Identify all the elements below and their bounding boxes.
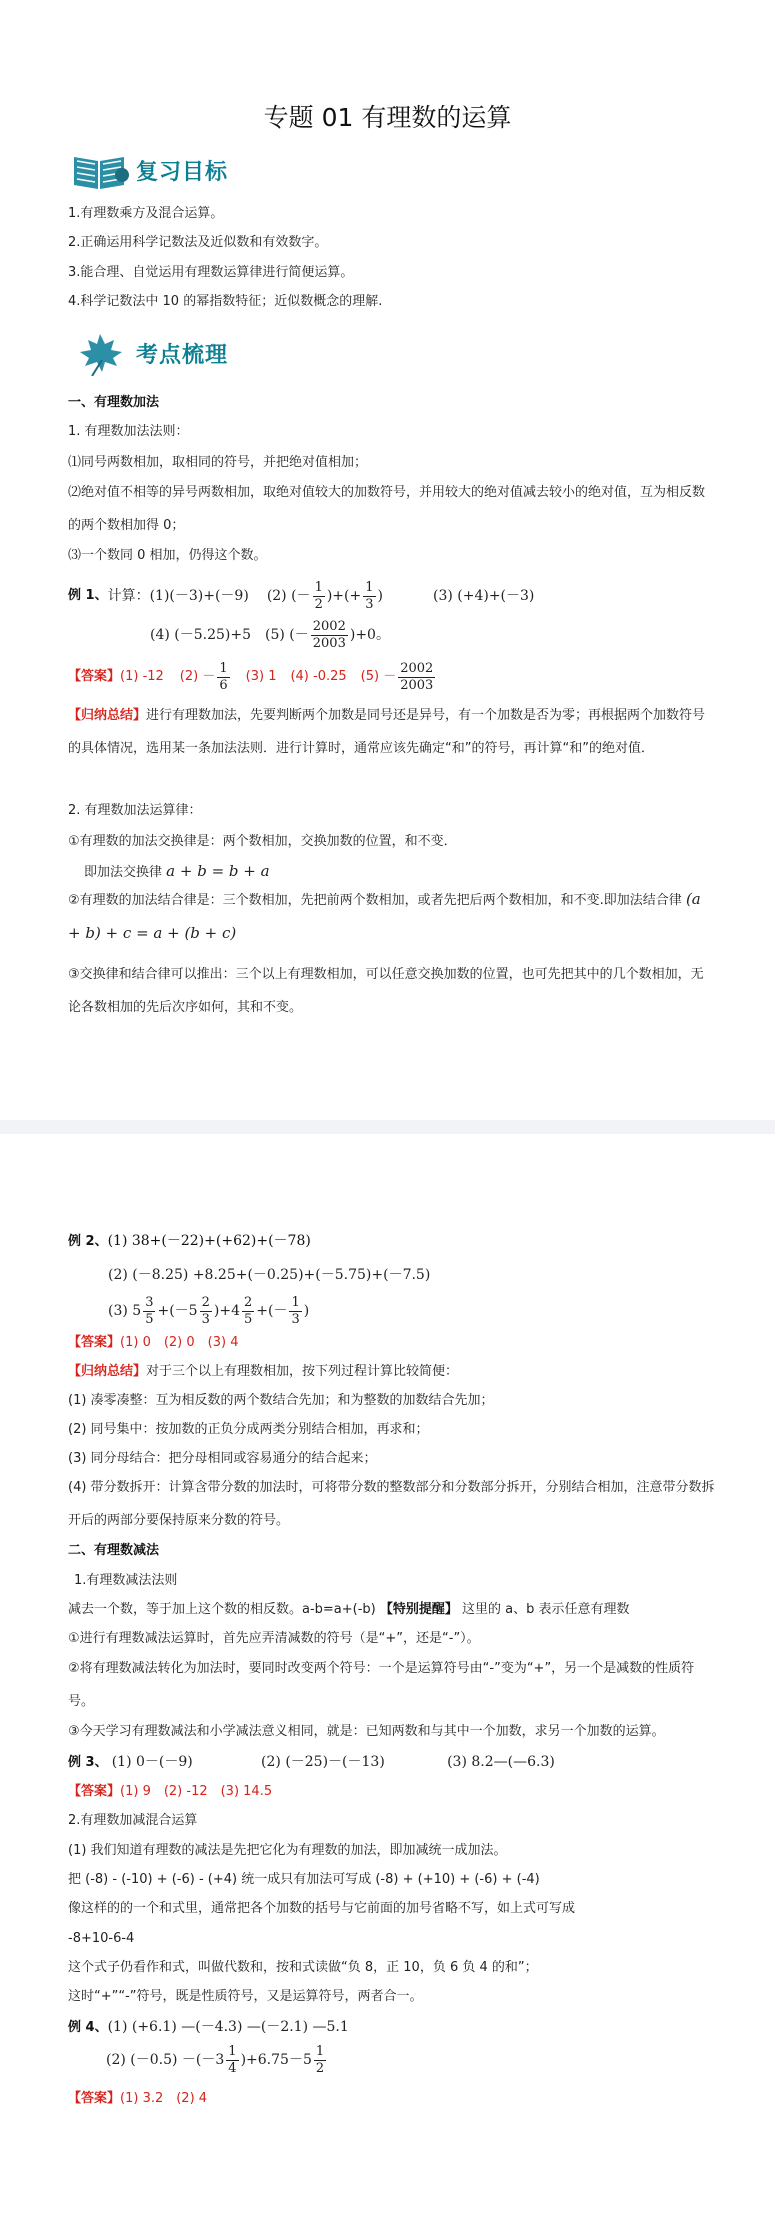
law-1: ①有理数的加法交换律是：两个数相加，交换加数的位置，和不变． bbox=[68, 834, 457, 849]
answer-text: (1) 0 (2) 0 (3) 4 bbox=[120, 1335, 239, 1350]
example-part: (1) (+6.1) —(－4.3) —(－2.1) —5.1 bbox=[107, 2019, 349, 2035]
example-part: +(－5 bbox=[157, 1303, 198, 1319]
banner-title: 复习目标 bbox=[136, 158, 229, 185]
mix-title: 2.有理数加减混合运算 bbox=[68, 1813, 198, 1828]
mix-3: 像这样的的一个和式里，通常把各个加数的括号与它前面的加号省略不写，如上式可写成 bbox=[68, 1901, 576, 1916]
answer-2 bbox=[68, 1332, 715, 1354]
goal-1: 1.有理数乘方及混合运算。 bbox=[68, 206, 224, 221]
example-part: (2) (－ bbox=[266, 588, 311, 604]
answer-part: (5) － bbox=[360, 669, 397, 684]
example-2-row-1 bbox=[68, 1230, 715, 1253]
mix-4: -8+10-6-4 bbox=[68, 1931, 135, 1946]
document-title: 专题 01 有理数的运算 bbox=[263, 103, 512, 132]
example-2-row-2 bbox=[108, 1264, 715, 1287]
mix-5: 这个式子仍看作和式，叫做代数和，按和式读做“负 8，正 10，负 6 负 4 的和”； bbox=[68, 1960, 538, 1975]
mix-1: (1) 我们知道有理数的减法是先把它化为有理数的加法，即加减统一成加法。 bbox=[68, 1843, 507, 1858]
rule-title: 1. 有理数加法法则： bbox=[68, 424, 189, 439]
example-part: )+(+ bbox=[326, 588, 362, 604]
example-part: ) bbox=[303, 1303, 310, 1319]
answer-1 bbox=[68, 656, 715, 698]
example-1-row-2 bbox=[150, 614, 715, 656]
tip-3: (3) 同分母结合：把分母相同或容易通分的结合起来； bbox=[68, 1451, 377, 1466]
example-label: 例 2、 bbox=[68, 1234, 108, 1249]
answer-part: (3) 1 bbox=[245, 669, 277, 684]
law-1-formula-row bbox=[84, 860, 715, 884]
sub-rule-title: 1.有理数减法法则 bbox=[74, 1573, 178, 1588]
example-part: (2) (－25)－(－13) bbox=[261, 1754, 385, 1770]
summary-label: 【归纳总结】 bbox=[68, 708, 147, 723]
mix-6: 这时“+”“-”符号，既是性质符号，又是运算符号，两者合一。 bbox=[68, 1989, 423, 2004]
fraction: $\frac{2002}{2003}$ bbox=[400, 660, 434, 693]
example-2-row-3 bbox=[108, 1290, 715, 1332]
fraction: $\frac{1}{4}$ bbox=[228, 2043, 237, 2076]
example-part: (5) (－ bbox=[265, 627, 309, 643]
example-part: (3) (+4)+(－3) bbox=[432, 588, 535, 604]
goal-4: 4.科学记数法中 10 的幂指数特征；近似数概念的理解. bbox=[68, 294, 383, 309]
review-goals-banner bbox=[70, 145, 228, 195]
fraction: $\frac{1}{6}$ bbox=[219, 660, 228, 693]
answer-3 bbox=[68, 1781, 715, 1803]
fraction: $\frac{3}{5}$ bbox=[145, 1294, 154, 1327]
fraction: $\frac{1}{2}$ bbox=[315, 2043, 325, 2076]
formula: a + b = b + a bbox=[166, 862, 270, 880]
example-label: 例 1、 bbox=[68, 588, 108, 603]
example-part: (2) (－0.5) －(－3 bbox=[106, 2052, 225, 2068]
summary-2 bbox=[68, 1361, 715, 1383]
rule-1: ⑴同号两数相加，取相同的符号，并把绝对值相加； bbox=[68, 455, 368, 470]
key-points-banner bbox=[70, 328, 228, 378]
fraction: $\frac{2002}{2003}$ bbox=[312, 618, 346, 651]
sub-definition bbox=[68, 1599, 715, 1621]
special-reminder-label: 【特别提醒】 bbox=[379, 1602, 458, 1617]
banner-title: 考点梳理 bbox=[136, 341, 229, 368]
fraction: $\frac{1}{2}$ bbox=[314, 579, 323, 612]
example-part: )+0。 bbox=[349, 627, 390, 643]
law-title: 2. 有理数加法运算律： bbox=[68, 803, 202, 818]
summary-text: 对于三个以上有理数相加，按下列过程计算比较简便： bbox=[146, 1364, 459, 1379]
page-2 bbox=[0, 1134, 775, 2222]
answer-part: (4) -0.25 bbox=[290, 669, 347, 684]
law-3: ③交换律和结合律可以推出：三个以上有理数相加，可以任意交换加数的位置，也可先把其中的几个数相加，无论各数相加的先后次序如何，其和不变。 bbox=[68, 967, 704, 1015]
fraction: $\frac{1}{3}$ bbox=[365, 579, 374, 612]
book-icon bbox=[70, 147, 132, 193]
fraction: $\frac{2}{5}$ bbox=[243, 1294, 253, 1327]
example-part: )+4 bbox=[213, 1303, 240, 1319]
example-part: (3) 5 bbox=[108, 1303, 142, 1319]
example-4-row-1 bbox=[68, 2016, 715, 2039]
summary-1 bbox=[68, 699, 715, 765]
example-label: 例 4、 bbox=[68, 2020, 108, 2035]
section-heading: 一、有理数加法 bbox=[68, 395, 160, 410]
fraction: $\frac{1}{3}$ bbox=[291, 1294, 300, 1327]
example-part: (2) (－8.25) +8.25+(－0.25)+(－5.75)+(－7.5) bbox=[108, 1267, 431, 1283]
example-1-row-1 bbox=[68, 576, 715, 616]
goal-2: 2.正确运用科学记数法及近似数和有效数字。 bbox=[68, 235, 328, 250]
example-part: )+6.75－5 bbox=[240, 2052, 312, 2068]
rule-2: ⑵绝对值不相等的异号两数相加，取绝对值较大的加数符号，并用较大的绝对值减去较小的绝对值，互为相反数的两个数相加得 0； bbox=[68, 485, 706, 533]
answer-label: 【答案】 bbox=[68, 669, 121, 684]
law-text: ②有理数的加法结合律是：三个数相加，先把前两个数相加，或者先把后两个数相加，和不变.即加法结合律 bbox=[68, 893, 682, 908]
mix-2: 把 (-8) - (-10) + (-6) - (+4) 统一成只有加法可写成 (-8) + (+10) + (-6) + (-4) bbox=[68, 1872, 540, 1887]
law-text: 即加法交换律 bbox=[84, 865, 163, 880]
summary-text: 进行有理数加法，先要判断两个加数是同号还是异号，有一个加数是否为零；再根据两个加数符号的具体情况，选用某一条加法法则．进行计算时，通常应该先确定“和”的符号，再计算“和”的绝对值． bbox=[68, 708, 706, 756]
answer-text: (1) 3.2 (2) 4 bbox=[120, 2091, 208, 2106]
maple-leaf-icon bbox=[70, 330, 132, 376]
example-part: (3) 8.2—(—6.3) bbox=[447, 1754, 555, 1770]
answer-part: (2) － bbox=[179, 669, 216, 684]
answer-4 bbox=[68, 2088, 715, 2110]
answer-label: 【答案】 bbox=[68, 1784, 121, 1799]
summary-label: 【归纳总结】 bbox=[68, 1364, 147, 1379]
example-part: (1) 0－(－9) bbox=[111, 1754, 193, 1770]
tip-4: (4) 带分数拆开：计算含带分数的加法时，可将带分数的整数部分和分数部分拆开，分别结合相加，注意带分数拆开后的两部分要保持原来分数的符号。 bbox=[68, 1480, 715, 1528]
law-2 bbox=[68, 883, 715, 951]
sub-note-2: ②将有理数减法转化为加法时，要同时改变两个符号：一个是运算符号由“-”变为“+”，另一个是减数的性质符号。 bbox=[68, 1661, 695, 1709]
example-part: 计算：(1)(－3)+(－9) bbox=[107, 588, 249, 604]
example-4-row-2 bbox=[106, 2038, 715, 2082]
definition-text: 减去一个数，等于加上这个数的相反数。a-b=a+(-b) bbox=[68, 1602, 376, 1617]
answer-label: 【答案】 bbox=[68, 2091, 121, 2106]
sub-note-3: ③今天学习有理数减法和小学减法意义相同，就是：已知两数和与其中一个加数，求另一个加数的运算。 bbox=[68, 1724, 665, 1739]
example-3 bbox=[68, 1751, 715, 1774]
tip-2: (2) 同号集中：按加数的正负分成两类分别结合相加，再求和； bbox=[68, 1422, 429, 1437]
formula: (a + b) + c = a + (b + c) bbox=[68, 890, 701, 942]
fraction: $\frac{2}{3}$ bbox=[201, 1294, 210, 1327]
answer-text: (1) 9 (2) -12 (3) 14.5 bbox=[120, 1784, 273, 1799]
goal-3: 3.能合理、自觉运用有理数运算律进行简便运算。 bbox=[68, 265, 354, 280]
definition-text: 这里的 a、b 表示任意有理数 bbox=[462, 1602, 630, 1617]
example-label: 例 3、 bbox=[68, 1755, 108, 1770]
example-part: (1) 38+(－22)+(+62)+(－78) bbox=[107, 1233, 311, 1249]
section-heading: 二、有理数减法 bbox=[68, 1543, 160, 1558]
example-part: (4) (－5.25)+5 bbox=[150, 627, 252, 643]
rule-3: ⑶一个数同 0 相加，仍得这个数。 bbox=[68, 548, 267, 563]
example-part: ) bbox=[377, 588, 383, 604]
answer-part: (1) -12 bbox=[120, 669, 164, 684]
example-part: +(－ bbox=[256, 1303, 288, 1319]
answer-label: 【答案】 bbox=[68, 1335, 121, 1350]
tip-1: (1) 凑零凑整：互为相反数的两个数结合先加；和为整数的加数结合先加； bbox=[68, 1393, 494, 1408]
sub-note-1: ①进行有理数减法运算时，首先应弄清减数的符号（是“+”，还是“-”）。 bbox=[68, 1631, 480, 1646]
